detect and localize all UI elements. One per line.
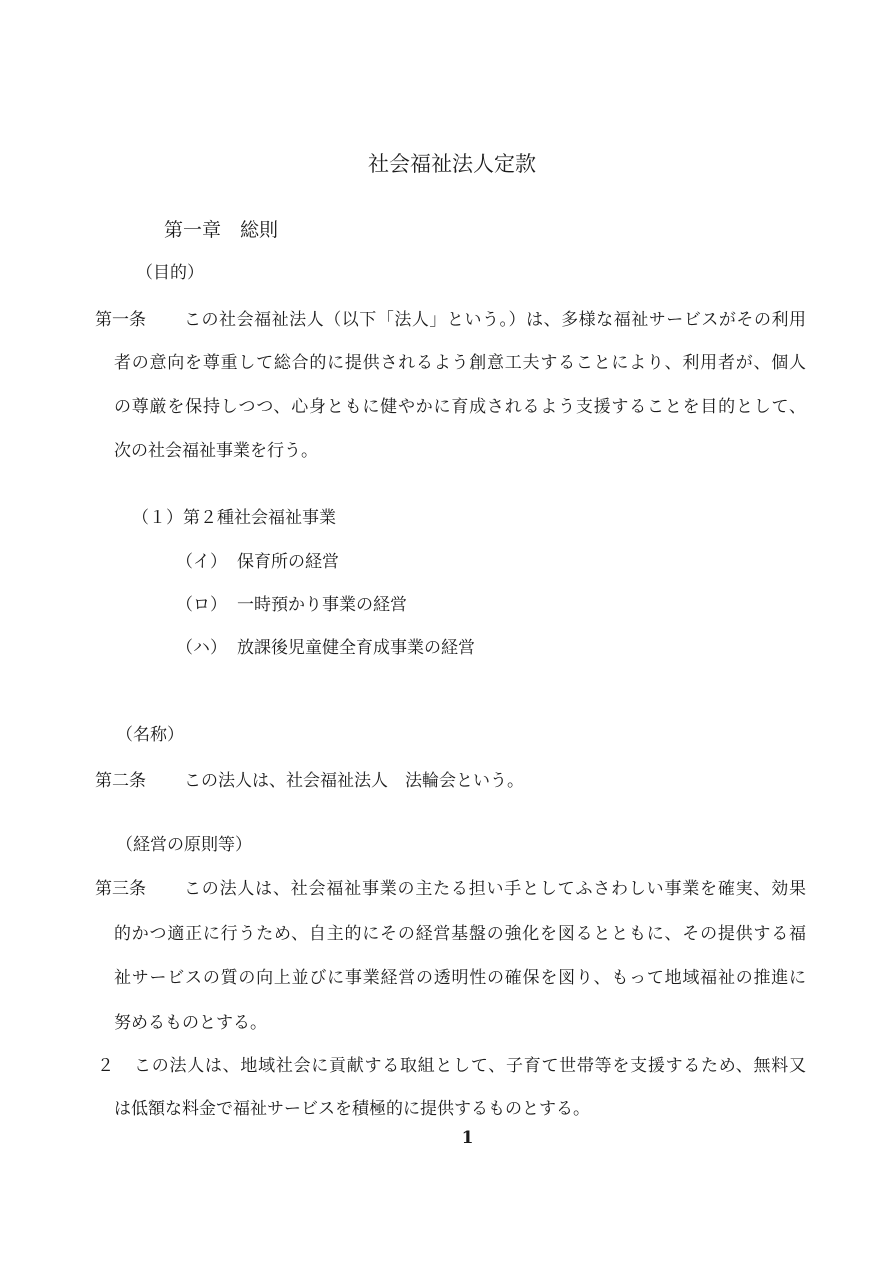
business-category: （１）第２種社会福祉事業 [132,508,336,528]
article-1-line-4: 次の社会福祉事業を行う。 [114,441,318,461]
article-3-paragraph-2-line-2: は低額な料金で福祉サービスを積極的に提供するものとする。 [114,1099,590,1119]
item-marker-ro: （ロ） [176,595,227,615]
item-marker-i: （イ） [176,552,227,572]
chapter-name: 総則 [240,219,279,241]
document-title: 社会福祉法人定款 [368,152,536,176]
article-3-line-4: 努めるものとする。 [114,1013,267,1033]
item-text-ro: 一時預かり事業の経営 [237,595,407,615]
article-3-paragraph-2-number: ２ [97,1056,114,1076]
article-3-paragraph-2-line-1: この法人は、地域社会に貢献する取組として、子育て世帯等を支援するため、無料又 [134,1056,806,1076]
article-3-line-1: この法人は、社会福祉事業の主たる担い手としてふさわしい事業を確実、効果 [184,879,806,899]
article-1-line-1: この社会福祉法人（以下「法人」という。）は、多様な福祉サービスがその利用 [184,310,806,330]
chapter-number: 第一章 [164,219,222,241]
article-3-line-2: 的かつ適正に行うため、自主的にその経営基盤の強化を図るとともに、その提供する福 [114,924,806,944]
article-1-line-2: 者の意向を尊重して総合的に提供されるよう創意工夫することにより、利用者が、個人 [114,353,806,373]
section-caption-name: （名称） [116,725,184,745]
chapter-heading [164,221,278,240]
section-caption-principles: （経営の原則等） [116,835,252,855]
article-number-3: 第三条 [95,879,146,899]
item-text-ha: 放課後児童健全育成事業の経営 [237,638,475,658]
section-caption-purpose: （目的） [136,263,204,283]
article-number-2: 第二条 [95,771,146,791]
article-3-line-3: 祉サービスの質の向上並びに事業経営の透明性の確保を図り、もって地域福祉の推進に [114,968,806,988]
article-number-1: 第一条 [95,310,146,330]
article-2-text: この法人は、社会福祉法人 法輪会という。 [184,771,524,791]
article-1-line-3: の尊厳を保持しつつ、心身ともに健やかに育成されるよう支援することを目的として、 [114,397,806,417]
item-marker-ha: （ハ） [176,638,227,658]
item-text-i: 保育所の経営 [237,552,339,572]
page-number: 1 [461,1128,474,1148]
